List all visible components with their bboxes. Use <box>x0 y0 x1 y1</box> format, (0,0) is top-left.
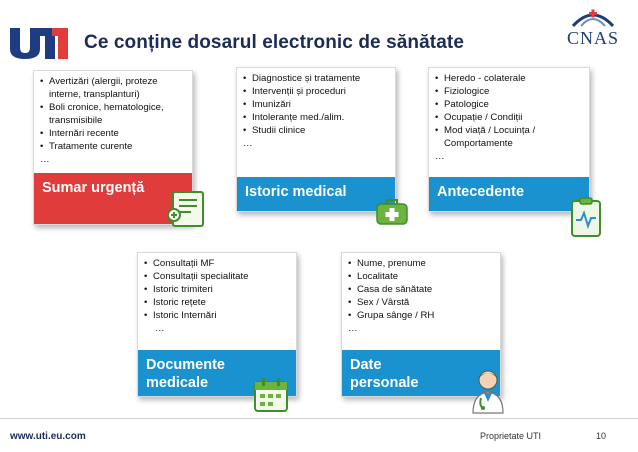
page-number: 10 <box>596 431 607 441</box>
list-item: • Intervenții și proceduri <box>243 85 391 98</box>
card-list <box>144 257 292 335</box>
card-label: Date personale <box>342 350 442 396</box>
list-ellipsis: … <box>435 151 445 162</box>
clipboard-heartbeat-icon <box>568 196 604 238</box>
card-istoric-medical <box>236 67 396 212</box>
list-item: • Intoleranțe med./alim. <box>243 111 391 124</box>
list-item: • Casa de sănătate <box>348 283 496 296</box>
list-item: • Consultații specialitate <box>144 270 292 283</box>
list-item: • Imunizări <box>243 98 391 111</box>
list-item: • Patologice <box>435 98 585 111</box>
footer-property-text: Proprietate UTI <box>480 431 542 441</box>
list-item: • Diagnostice și tratamente <box>243 72 391 85</box>
card-documente-medicale <box>137 252 297 397</box>
card-label: Documente medicale <box>138 350 248 396</box>
list-item: • Istoric Internări <box>144 309 292 322</box>
list-ellipsis: … <box>243 138 253 149</box>
card-list <box>348 257 496 335</box>
card-list <box>40 75 188 166</box>
cnas-logo <box>555 6 631 52</box>
list-item: • Grupa sânge / RH <box>348 309 496 322</box>
list-item: • Sex / Vârstă <box>348 296 496 309</box>
list-item: • Heredo - colaterale <box>435 72 585 85</box>
list-item: • Localitate <box>348 270 496 283</box>
list-item: • Avertizări (alergii, proteze interne, transplanturi) <box>40 75 188 101</box>
calendar-icon <box>252 377 290 413</box>
card-antecedente <box>428 67 590 212</box>
list-item: • Fiziologice <box>435 85 585 98</box>
card-label: Istoric medical <box>237 177 395 211</box>
list-item: • Ocupație / Condiții <box>435 111 585 124</box>
list-item: • Studii clinice <box>243 124 391 137</box>
list-ellipsis: … <box>155 323 165 334</box>
medical-form-icon <box>165 188 209 228</box>
page-title: Ce conține dosarul electronic de sănătate <box>84 32 464 53</box>
cnas-logo-text: CNAS <box>566 28 619 48</box>
list-item: • Mod viață / Locuința / Comportamente <box>435 124 585 150</box>
list-ellipsis: … <box>348 323 358 334</box>
first-aid-kit-icon <box>375 199 409 225</box>
card-label: Sumar urgență <box>34 173 192 224</box>
list-ellipsis: … <box>40 154 50 165</box>
card-list <box>243 72 391 150</box>
footer-url-link[interactable]: www.uti.eu.com <box>10 431 86 442</box>
card-label: Antecedente <box>429 177 589 211</box>
list-item: • Internări recente <box>40 127 188 140</box>
doctor-icon <box>470 368 506 414</box>
card-list <box>435 72 585 163</box>
list-item: • Consultații MF <box>144 257 292 270</box>
uti-logo <box>8 26 70 60</box>
footer-divider <box>0 418 638 419</box>
list-item: • Tratamente curente <box>40 140 188 153</box>
list-item: • Istoric trimiteri <box>144 283 292 296</box>
list-item: • Istoric rețete <box>144 296 292 309</box>
list-item: • Boli cronice, hematologice, transmisibile <box>40 101 188 127</box>
list-item: • Nume, prenume <box>348 257 496 270</box>
